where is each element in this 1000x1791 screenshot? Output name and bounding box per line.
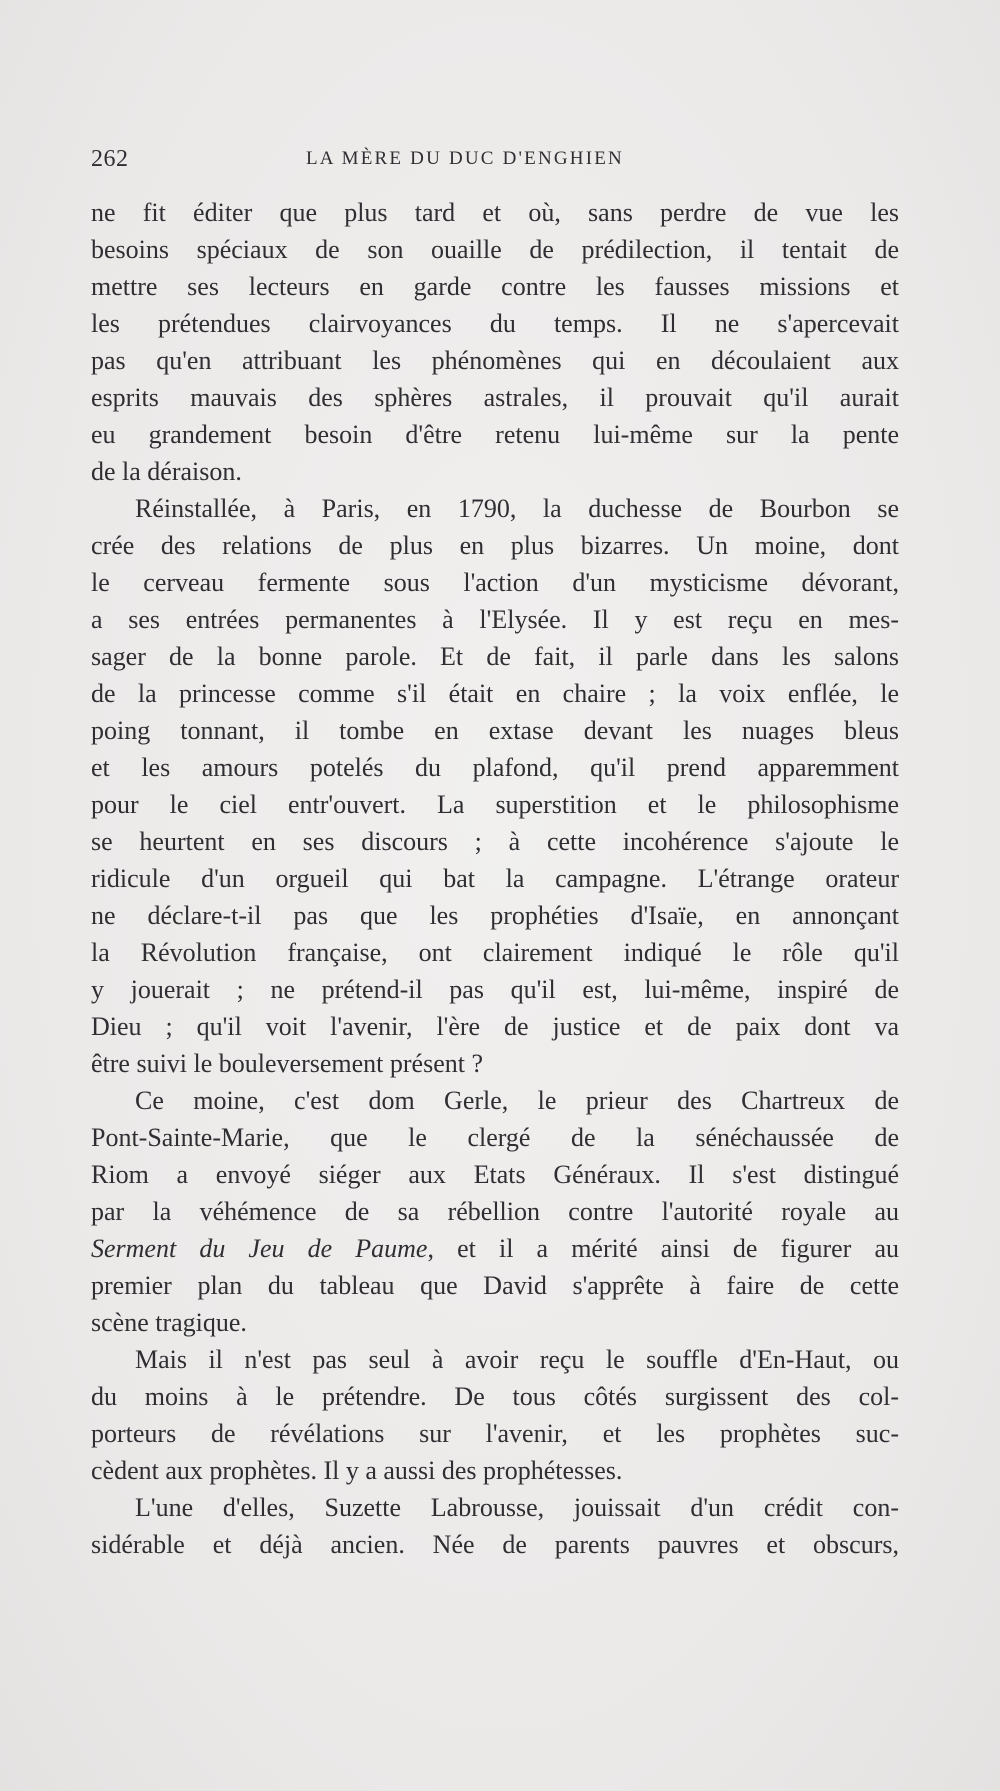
text-line: la Révolution française, ont clairement indiqué le rôle qu'il xyxy=(91,938,899,967)
text-line: esprits mauvais des sphères astrales, il prouvait qu'il aurait xyxy=(91,383,899,412)
italic-title: Serment du Jeu de Paume xyxy=(91,1234,428,1263)
text-line-with-italic xyxy=(91,1230,899,1267)
text-line: les prétendues clairvoyances du temps. Il ne s'apercevait xyxy=(91,309,899,338)
text-line: être suivi le bouleversement présent ? xyxy=(91,1049,484,1078)
running-title: LA MÈRE DU DUC D'ENGHIEN xyxy=(306,148,624,169)
text-line: Riom a envoyé siéger aux Etats Généraux. Il s'est distingué xyxy=(91,1160,899,1189)
text-line: poing tonnant, il tombe en extase devant les nuages bleus xyxy=(91,716,899,745)
text-line: Pont-Sainte-Marie, que le clergé de la sénéchaussée de xyxy=(91,1123,899,1152)
text-line: mettre ses lecteurs en garde contre les fausses missions et xyxy=(91,272,899,301)
text-line: sidérable et déjà ancien. Née de parents pauvres et obscurs, xyxy=(91,1530,899,1559)
text-line: y jouerait ; ne prétend-il pas qu'il est, lui-même, inspiré de xyxy=(91,975,899,1004)
paragraph xyxy=(91,490,899,1082)
text-line: sager de la bonne parole. Et de fait, il parle dans les salons xyxy=(91,642,899,671)
text-fragment: , et il a mérité ainsi de figurer au xyxy=(427,1234,899,1263)
text-line: premier plan du tableau que David s'apprête à faire de cette xyxy=(91,1271,899,1300)
text-line: ne déclare-t-il pas que les prophéties d'Isaïe, en annonçant xyxy=(91,901,899,930)
text-line: du moins à le prétendre. De tous côtés surgissent des col- xyxy=(91,1382,899,1411)
text-line: L'une d'elles, Suzette Labrousse, jouissait d'un crédit con- xyxy=(135,1493,899,1522)
paragraph xyxy=(91,194,899,490)
text-line: pas qu'en attribuant les phénomènes qui en découlaient aux xyxy=(91,346,899,375)
text-line: porteurs de révélations sur l'avenir, et les prophètes suc- xyxy=(91,1419,899,1448)
text-line: cèdent aux prophètes. Il y a aussi des prophétesses. xyxy=(91,1456,623,1485)
text-line: Réinstallée, à Paris, en 1790, la duchesse de Bourbon se xyxy=(135,494,899,523)
text-line: Dieu ; qu'il voit l'avenir, l'ère de justice et de paix dont va xyxy=(91,1012,899,1041)
text-line: crée des relations de plus en plus bizarres. Un moine, dont xyxy=(91,531,899,560)
text-line: Ce moine, c'est dom Gerle, le prieur des Chartreux de xyxy=(135,1086,899,1115)
text-line: eu grandement besoin d'être retenu lui-même sur la pente xyxy=(91,420,899,449)
text-line: ridicule d'un orgueil qui bat la campagne. L'étrange orateur xyxy=(91,864,899,893)
running-head xyxy=(91,146,899,180)
text-line: Mais il n'est pas seul à avoir reçu le souffle d'En-Haut, ou xyxy=(135,1345,899,1374)
text-line: scène tragique. xyxy=(91,1308,247,1337)
body-text xyxy=(91,194,899,1563)
paragraph xyxy=(91,1341,899,1489)
text-line: de la déraison. xyxy=(91,457,242,486)
paragraph xyxy=(91,1489,899,1563)
paragraph xyxy=(91,1082,899,1341)
text-line: et les amours potelés du plafond, qu'il prend apparemment xyxy=(91,753,899,782)
text-line: besoins spéciaux de son ouaille de prédilection, il tentait de xyxy=(91,235,899,264)
text-line: par la véhémence de sa rébellion contre l'autorité royale au xyxy=(91,1197,899,1226)
text-line: de la princesse comme s'il était en chaire ; la voix enflée, le xyxy=(91,679,899,708)
text-line: se heurtent en ses discours ; à cette incohérence s'ajoute le xyxy=(91,827,899,856)
text-line: a ses entrées permanentes à l'Elysée. Il y est reçu en mes- xyxy=(91,605,899,634)
page-number: 262 xyxy=(91,146,129,172)
text-line: ne fit éditer que plus tard et où, sans perdre de vue les xyxy=(91,198,899,227)
text-line: le cerveau fermente sous l'action d'un mysticisme dévorant, xyxy=(91,568,899,597)
text-line: pour le ciel entr'ouvert. La superstition et le philosophisme xyxy=(91,790,899,819)
